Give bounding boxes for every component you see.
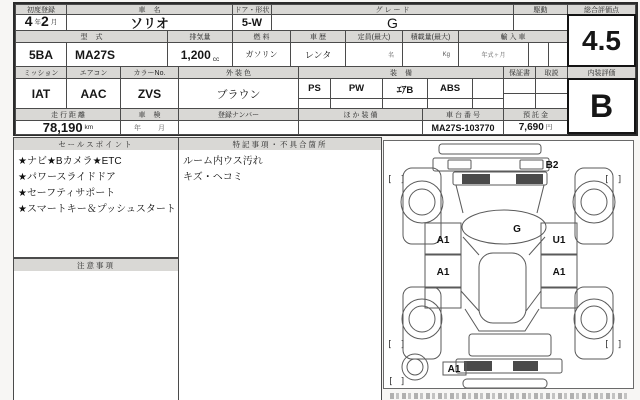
- spare-tire: [402, 354, 428, 380]
- shaken-value: 年 月: [120, 120, 179, 135]
- caution-body: [13, 271, 179, 400]
- other-equipment-header: ほか装備: [298, 108, 423, 121]
- reg-year-unit: 年: [34, 19, 41, 26]
- sales-points-header: セールスポイント: [13, 137, 179, 151]
- door-shape-value: 5-W: [232, 14, 272, 31]
- car-top-view-schematic: [384, 141, 633, 388]
- front-left-wheel: [401, 181, 443, 223]
- color-no-header: カラーNo.: [120, 66, 179, 79]
- mileage-unit: km: [84, 124, 94, 131]
- bracket-mark: ]: [617, 340, 623, 350]
- sales-point-item: ★セーフティサポート: [18, 188, 116, 199]
- rear-hatch-shape: [469, 334, 551, 356]
- warranty-book-value-2: [503, 93, 536, 109]
- first-registration-value: [15, 14, 67, 31]
- bracket-mark: [: [388, 377, 394, 387]
- sales-point-item: ★スマートキー＆プッシュスタート: [18, 204, 176, 215]
- roof-shape: [479, 253, 526, 323]
- displacement-header: 排気量: [167, 30, 233, 43]
- bracket-mark: [: [604, 340, 610, 350]
- chassis-number-value: MA27S-103770: [422, 120, 504, 135]
- mileage-number: 78,190: [42, 120, 83, 135]
- displacement-unit: cc: [212, 56, 220, 63]
- import-subcell-1: [528, 42, 549, 67]
- deposit-value: [503, 120, 568, 135]
- special-notes-body: [178, 150, 382, 400]
- equipment-pw: PW: [330, 78, 383, 99]
- other-equipment-value: [298, 120, 423, 135]
- displacement-number: 1,200: [180, 47, 211, 62]
- bracket-mark: [: [387, 175, 393, 185]
- bracket-mark: [: [604, 175, 610, 185]
- sales-point-item: ★パワースライドドア: [18, 172, 116, 183]
- equipment-ps: PS: [298, 78, 331, 99]
- car-name-header: 車名: [66, 4, 233, 15]
- car-name-value: ソリオ: [66, 14, 233, 31]
- reg-year: 4: [24, 14, 33, 29]
- bracket-mark: [: [387, 340, 393, 350]
- drive-value: [513, 14, 568, 31]
- manual-value: [535, 78, 568, 94]
- aircon-header: エアコン: [66, 66, 121, 79]
- damage-mark-a1-mid-left: A1: [436, 267, 450, 278]
- fuel-value: ガソリン: [232, 42, 291, 67]
- load-header: 積載量(最大): [402, 30, 459, 43]
- transmission-header: ミッション: [15, 66, 67, 79]
- deposit-number: 7,690: [518, 122, 544, 133]
- aircon-value: AAC: [66, 78, 121, 109]
- registration-number-header: 登録ナンバー: [178, 108, 299, 121]
- capacity-header: 定員(最大): [345, 30, 403, 43]
- damage-mark-a1-rear-bumper: A1: [447, 364, 461, 375]
- history-value: レンタ: [290, 42, 346, 67]
- import-subcell-2: [548, 42, 568, 67]
- illegible-footnote: [390, 393, 628, 399]
- manual-header: 取説: [535, 66, 568, 79]
- damage-mark-g: G: [513, 224, 521, 235]
- special-notes-header: 特記事項・不具合箇所: [178, 137, 382, 151]
- caution-header: 注意事項: [13, 258, 179, 272]
- reg-month-unit: 月: [50, 19, 58, 26]
- fuel-header: 燃料: [232, 30, 291, 43]
- overall-score-header: 総合評価点: [567, 4, 636, 15]
- transmission-value: IAT: [15, 78, 67, 109]
- import-note: 年式ヶ月: [458, 42, 529, 67]
- sales-points-body: [13, 150, 179, 258]
- grade-value: G: [271, 14, 514, 31]
- equipment-airbag: ｴｱB: [382, 78, 428, 99]
- damage-mark-a1-mid-right: A1: [552, 267, 566, 278]
- registration-number-value: [178, 120, 299, 135]
- damage-mark-a1-front-left: A1: [436, 235, 450, 246]
- manual-value-2: [535, 93, 568, 109]
- import-header: 輸入車: [458, 30, 568, 43]
- shaken-header: 車検: [120, 108, 179, 121]
- first-registration-header: 初度登録: [15, 4, 67, 15]
- front-bumper-shape: [439, 144, 541, 154]
- vehicle-damage-diagram: [383, 140, 634, 389]
- warranty-book-value: [503, 78, 536, 94]
- front-right-wheel: [573, 181, 615, 223]
- door-shape-header: ドア・形状: [232, 4, 272, 15]
- displacement-value: [167, 42, 233, 67]
- bracket-mark: ]: [400, 377, 406, 387]
- damage-mark-u1-front-right: U1: [552, 235, 566, 246]
- reg-month: 2: [41, 14, 49, 29]
- interior-grade-header: 内装評価: [567, 66, 636, 79]
- special-note-item: ルーム内ウス汚れ: [183, 156, 263, 167]
- vehicle-info-table: [13, 2, 638, 136]
- color-no-value: ZVS: [120, 78, 179, 109]
- damage-mark-b2: B2: [545, 160, 559, 171]
- equipment-header: 装備: [298, 66, 504, 79]
- deposit-unit: 円: [545, 124, 553, 131]
- interior-grade-value: B: [567, 78, 636, 134]
- warranty-book-header: 保証書: [503, 66, 536, 79]
- sales-point-item: ★ナビ★Bカメラ★ETC: [18, 156, 122, 167]
- model-code-header: 型式: [15, 30, 168, 43]
- history-header: 車歴: [290, 30, 346, 43]
- bracket-mark: ]: [400, 175, 406, 185]
- equipment-empty: [472, 78, 504, 99]
- bracket-mark: ]: [617, 175, 623, 185]
- equipment-abs: ABS: [427, 78, 473, 99]
- model-prefix-value: 5BA: [15, 42, 67, 67]
- capacity-value: 名: [345, 42, 403, 67]
- bracket-mark: ]: [400, 340, 406, 350]
- deposit-header: 預託金: [503, 108, 568, 121]
- chassis-number-header: 車台番号: [422, 108, 504, 121]
- load-value: Kg: [402, 42, 459, 67]
- model-code-value: MA27S: [66, 42, 168, 67]
- mileage-header: 走行距離: [15, 108, 121, 121]
- mileage-value: [15, 120, 121, 135]
- exterior-color-header: 外装色: [178, 66, 299, 79]
- rear-left-wheel: [402, 299, 442, 339]
- overall-score-value: 4.5: [567, 14, 636, 67]
- drive-header: 駆動: [513, 4, 568, 15]
- rear-right-wheel: [574, 299, 614, 339]
- special-note-item: キズ・ヘコミ: [183, 172, 243, 183]
- windshield-shape: [462, 210, 546, 244]
- grade-header: グレード: [271, 4, 514, 15]
- exterior-color-value: ブラウン: [178, 78, 299, 109]
